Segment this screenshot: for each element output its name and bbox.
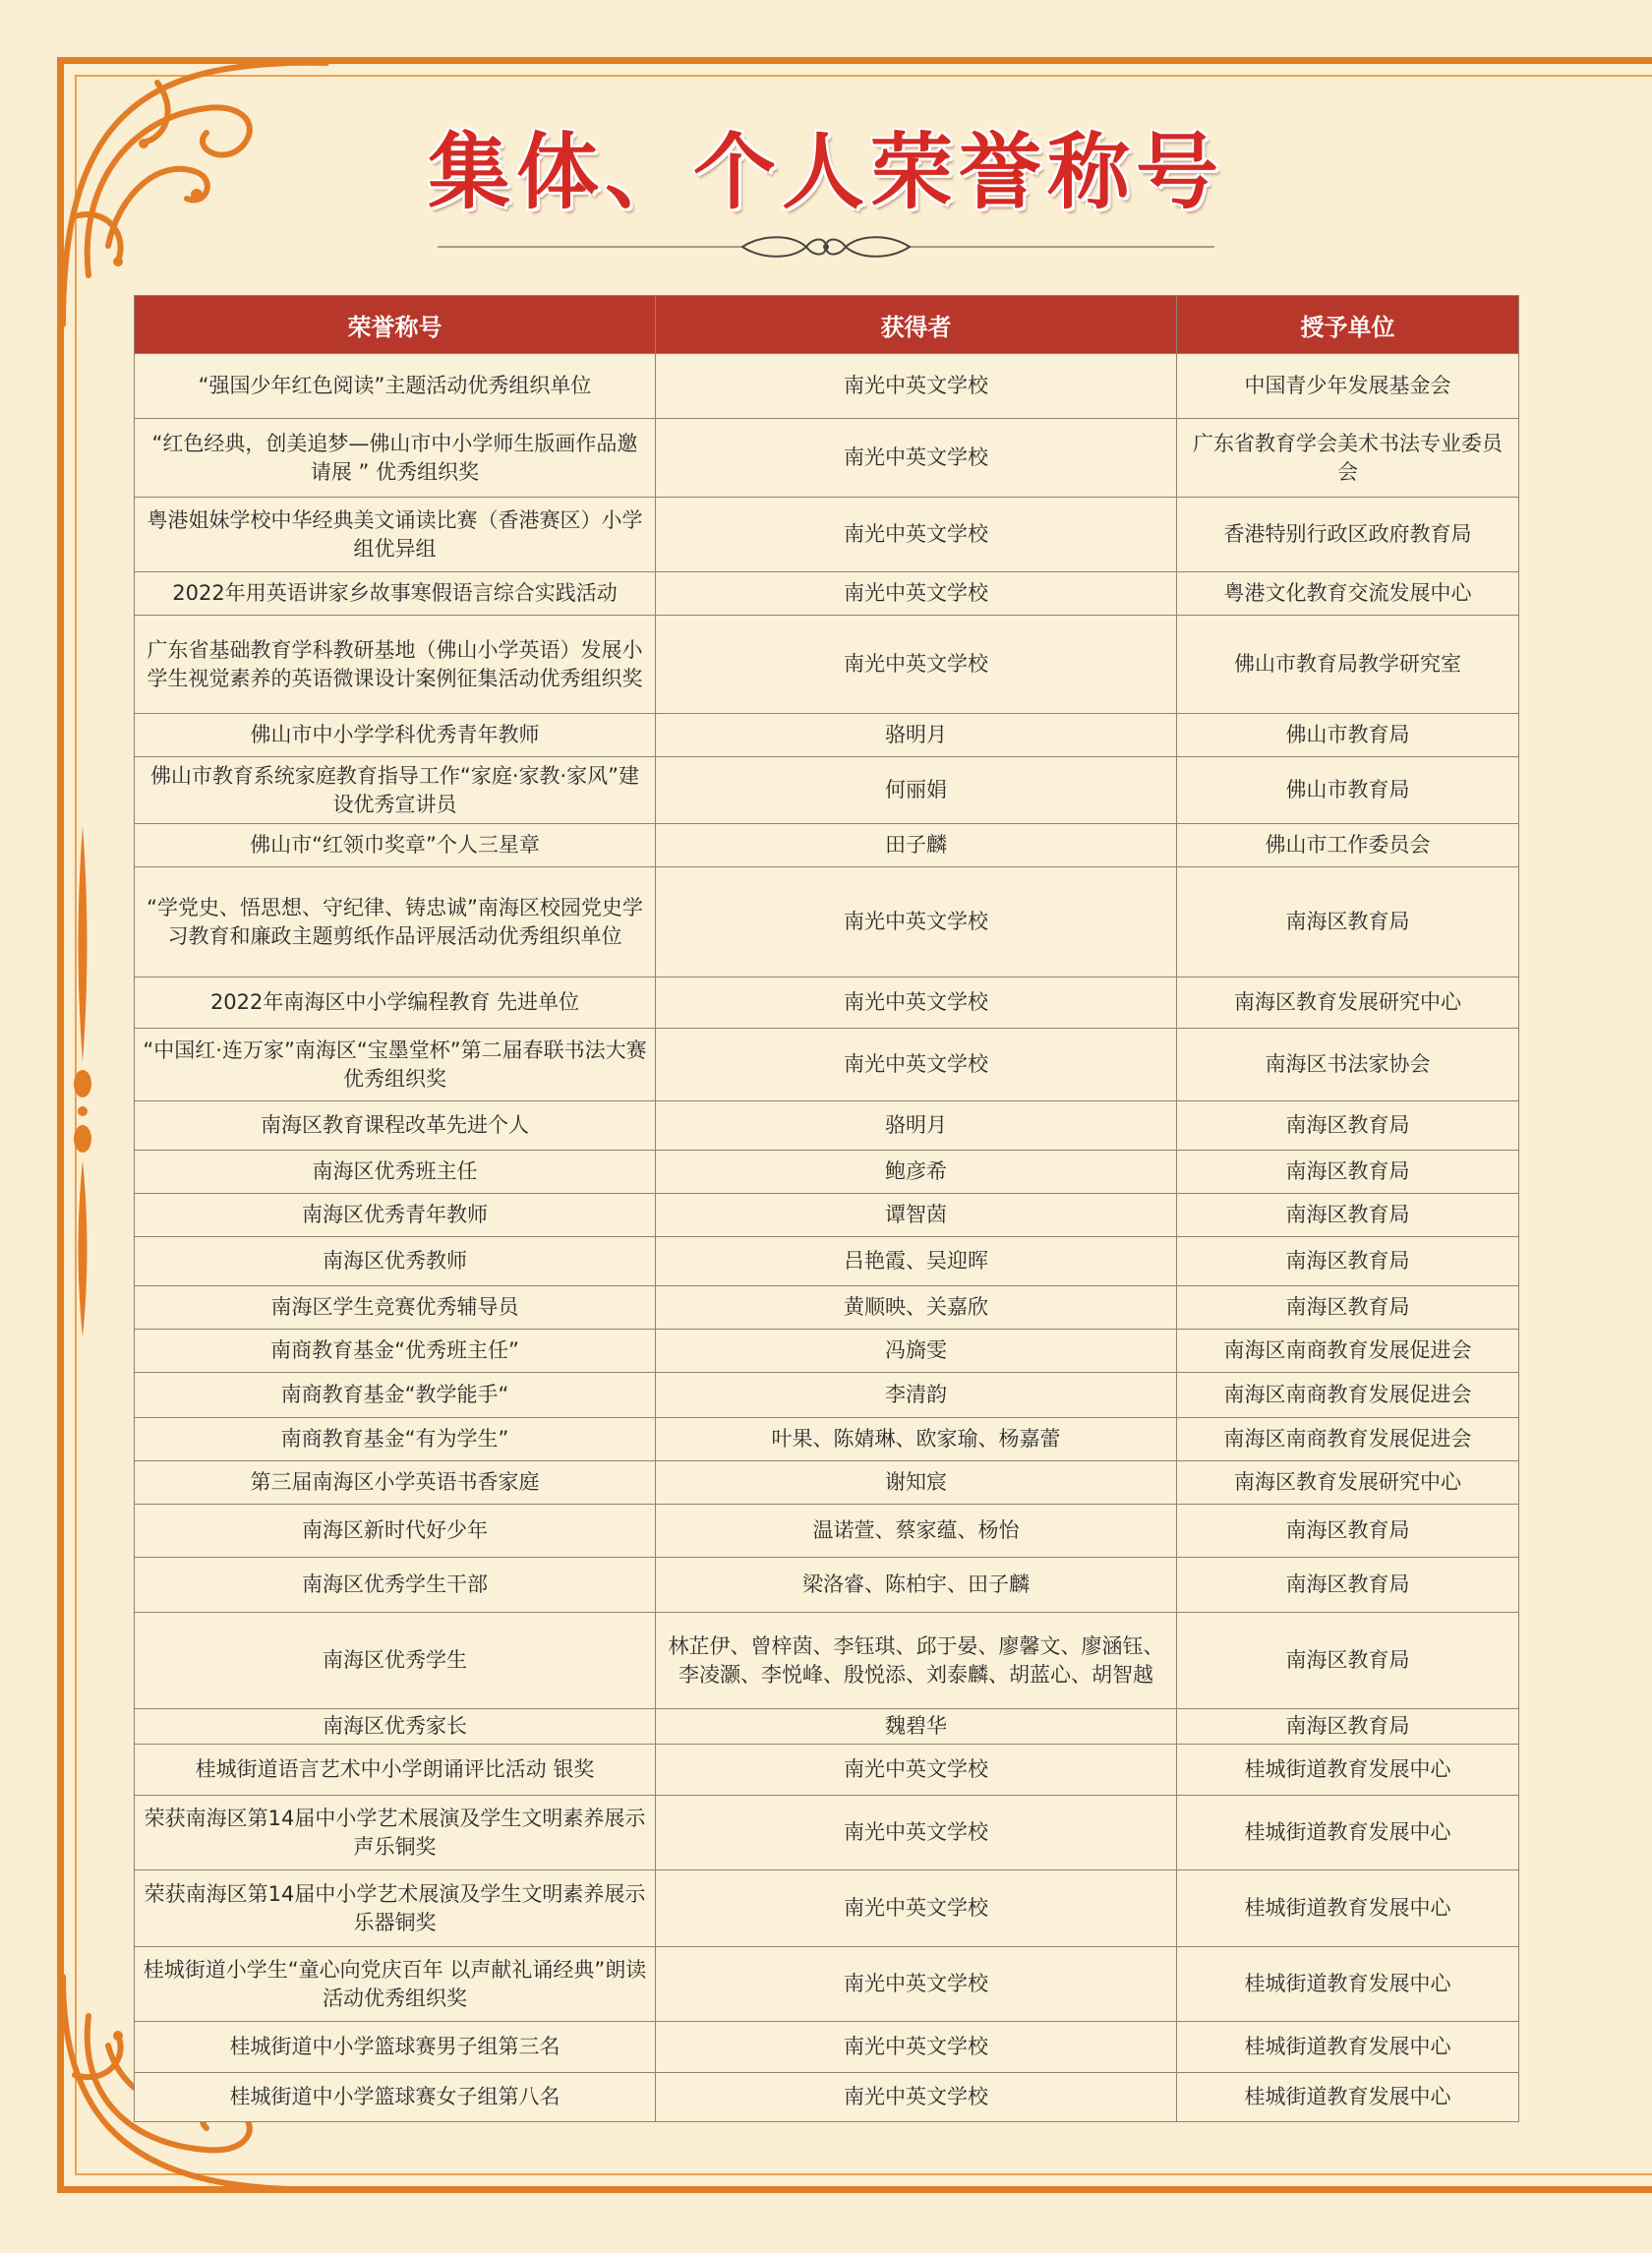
recipient-cell: 南光中英文学校 xyxy=(656,1870,1177,1947)
honor-cell: 南商教育基金“优秀班主任” xyxy=(135,1330,656,1373)
recipient-cell: 骆明月 xyxy=(656,1101,1177,1151)
table-row xyxy=(135,867,1519,978)
side-ornament-left xyxy=(63,826,102,1337)
honor-cell: 荣获南海区第14届中小学艺术展演及学生文明素养展示声乐铜奖 xyxy=(135,1796,656,1870)
recipient-cell: 谭智茵 xyxy=(656,1194,1177,1237)
recipient-cell: 南光中英文学校 xyxy=(656,1796,1177,1870)
honor-cell: 南商教育基金“教学能手“ xyxy=(135,1373,656,1418)
table-row xyxy=(135,757,1519,824)
recipient-cell: 南光中英文学校 xyxy=(656,572,1177,616)
table-row xyxy=(135,1373,1519,1418)
grantor-cell: 香港特别行政区政府教育局 xyxy=(1177,498,1519,572)
recipient-cell: 李清韵 xyxy=(656,1373,1177,1418)
table-row xyxy=(135,1194,1519,1237)
grantor-cell: 南海区教育局 xyxy=(1177,867,1519,978)
grantor-cell: 桂城街道教育发展中心 xyxy=(1177,1947,1519,2022)
grantor-cell: 南海区南商教育发展促进会 xyxy=(1177,1418,1519,1461)
grantor-cell: 南海区南商教育发展促进会 xyxy=(1177,1330,1519,1373)
recipient-cell: 谢知宸 xyxy=(656,1461,1177,1505)
table-row xyxy=(135,1330,1519,1373)
honor-cell: 广东省基础教育学科教研基地（佛山小学英语）发展小学生视觉素养的英语微课设计案例征集活动优秀组织奖 xyxy=(135,616,656,714)
grantor-cell: 桂城街道教育发展中心 xyxy=(1177,1745,1519,1796)
grantor-cell: 桂城街道教育发展中心 xyxy=(1177,1870,1519,1947)
table-row xyxy=(135,1709,1519,1745)
grantor-cell: 粤港文化教育交流发展中心 xyxy=(1177,572,1519,616)
grantor-cell: 南海区教育局 xyxy=(1177,1613,1519,1709)
column-header-recipient: 获得者 xyxy=(656,296,1177,354)
recipient-cell: 鲍彦希 xyxy=(656,1151,1177,1194)
table-row xyxy=(135,1505,1519,1558)
column-header-honor: 荣誉称号 xyxy=(135,296,656,354)
table-row xyxy=(135,1101,1519,1151)
grantor-cell: 广东省教育学会美术书法专业委员会 xyxy=(1177,419,1519,498)
table-row xyxy=(135,354,1519,419)
grantor-cell: 南海区书法家协会 xyxy=(1177,1029,1519,1101)
table-row xyxy=(135,978,1519,1029)
recipient-cell: 南光中英文学校 xyxy=(656,2073,1177,2122)
honor-cell: 粤港姐妹学校中华经典美文诵读比赛（香港赛区）小学组优异组 xyxy=(135,498,656,572)
honor-cell: 2022年南海区中小学编程教育 先进单位 xyxy=(135,978,656,1029)
recipient-cell: 田子麟 xyxy=(656,824,1177,867)
honor-cell: 佛山市教育系统家庭教育指导工作“家庭·家教·家风”建设优秀宣讲员 xyxy=(135,757,656,824)
table-row xyxy=(135,616,1519,714)
honors-table xyxy=(134,295,1519,2122)
grantor-cell: 南海区教育局 xyxy=(1177,1709,1519,1745)
table-row xyxy=(135,2073,1519,2122)
table-row xyxy=(135,419,1519,498)
recipient-cell: 南光中英文学校 xyxy=(656,354,1177,419)
recipient-cell: 叶果、陈婧琳、欧家瑜、杨嘉蕾 xyxy=(656,1418,1177,1461)
grantor-cell: 南海区教育局 xyxy=(1177,1101,1519,1151)
honor-cell: 南海区优秀家长 xyxy=(135,1709,656,1745)
table-row xyxy=(135,1029,1519,1101)
honor-cell: 佛山市“红领巾奖章”个人三星章 xyxy=(135,824,656,867)
table-row xyxy=(135,1870,1519,1947)
recipient-cell: 南光中英文学校 xyxy=(656,1745,1177,1796)
table-row xyxy=(135,1613,1519,1709)
column-header-grantor: 授予单位 xyxy=(1177,296,1519,354)
honor-cell: 南海区优秀青年教师 xyxy=(135,1194,656,1237)
grantor-cell: 中国青少年发展基金会 xyxy=(1177,354,1519,419)
recipient-cell: 南光中英文学校 xyxy=(656,978,1177,1029)
honor-cell: 2022年用英语讲家乡故事寒假语言综合实践活动 xyxy=(135,572,656,616)
table-row xyxy=(135,498,1519,572)
grantor-cell: 佛山市教育局教学研究室 xyxy=(1177,616,1519,714)
table-row xyxy=(135,714,1519,757)
honor-cell: 南商教育基金“有为学生” xyxy=(135,1418,656,1461)
honor-cell: 桂城街道语言艺术中小学朗诵评比活动 银奖 xyxy=(135,1745,656,1796)
honor-cell: 南海区教育课程改革先进个人 xyxy=(135,1101,656,1151)
recipient-cell: 骆明月 xyxy=(656,714,1177,757)
table-body xyxy=(135,354,1519,2122)
table-row xyxy=(135,1947,1519,2022)
recipient-cell: 梁洛睿、陈柏宇、田子麟 xyxy=(656,1558,1177,1613)
honor-cell: “学党史、悟思想、守纪律、铸忠诚”南海区校园党史学习教育和廉政主题剪纸作品评展活动优秀组织单位 xyxy=(135,867,656,978)
grantor-cell: 佛山市教育局 xyxy=(1177,757,1519,824)
grantor-cell: 桂城街道教育发展中心 xyxy=(1177,1796,1519,1870)
recipient-cell: 南光中英文学校 xyxy=(656,1029,1177,1101)
grantor-cell: 南海区教育局 xyxy=(1177,1558,1519,1613)
honor-cell: 桂城街道小学生“童心向党庆百年 以声献礼诵经典”朗读活动优秀组织奖 xyxy=(135,1947,656,2022)
recipient-cell: 魏碧华 xyxy=(656,1709,1177,1745)
grantor-cell: 南海区教育发展研究中心 xyxy=(1177,978,1519,1029)
table-row xyxy=(135,572,1519,616)
honor-cell: 南海区优秀学生 xyxy=(135,1613,656,1709)
honor-cell: 南海区优秀学生干部 xyxy=(135,1558,656,1613)
recipient-cell: 吕艳霞、吴迎晖 xyxy=(656,1237,1177,1286)
honor-cell: 南海区新时代好少年 xyxy=(135,1505,656,1558)
table-row xyxy=(135,824,1519,867)
recipient-cell: 南光中英文学校 xyxy=(656,419,1177,498)
honor-cell: “中国红·连万家”南海区“宝墨堂杯”第二届春联书法大赛 优秀组织奖 xyxy=(135,1029,656,1101)
honor-cell: 桂城街道中小学篮球赛女子组第八名 xyxy=(135,2073,656,2122)
honor-cell: 南海区优秀班主任 xyxy=(135,1151,656,1194)
recipient-cell: 温诺萱、蔡家蕴、杨怡 xyxy=(656,1505,1177,1558)
title-divider-ornament xyxy=(438,232,1214,262)
recipient-cell: 冯旖雯 xyxy=(656,1330,1177,1373)
recipient-cell: 南光中英文学校 xyxy=(656,2022,1177,2073)
grantor-cell: 南海区南商教育发展促进会 xyxy=(1177,1373,1519,1418)
table-row xyxy=(135,1558,1519,1613)
table-header-row xyxy=(135,296,1519,354)
table-row xyxy=(135,1796,1519,1870)
honor-cell: 南海区优秀教师 xyxy=(135,1237,656,1286)
grantor-cell: 南海区教育局 xyxy=(1177,1194,1519,1237)
grantor-cell: 南海区教育局 xyxy=(1177,1505,1519,1558)
honor-cell: “强国少年红色阅读”主题活动优秀组织单位 xyxy=(135,354,656,419)
recipient-cell: 黄顺映、关嘉欣 xyxy=(656,1286,1177,1330)
page-title: 集体、个人荣誉称号 xyxy=(427,124,1224,220)
honor-cell: 桂城街道中小学篮球赛男子组第三名 xyxy=(135,2022,656,2073)
honor-cell: 佛山市中小学学科优秀青年教师 xyxy=(135,714,656,757)
table-row xyxy=(135,1286,1519,1330)
grantor-cell: 南海区教育发展研究中心 xyxy=(1177,1461,1519,1505)
table-row xyxy=(135,1461,1519,1505)
recipient-cell: 南光中英文学校 xyxy=(656,498,1177,572)
table-row xyxy=(135,1237,1519,1286)
recipient-cell: 南光中英文学校 xyxy=(656,867,1177,978)
recipient-cell: 南光中英文学校 xyxy=(656,616,1177,714)
grantor-cell: 南海区教育局 xyxy=(1177,1286,1519,1330)
recipient-cell: 何丽娟 xyxy=(656,757,1177,824)
table-row xyxy=(135,2022,1519,2073)
grantor-cell: 桂城街道教育发展中心 xyxy=(1177,2073,1519,2122)
table-row xyxy=(135,1418,1519,1461)
grantor-cell: 佛山市教育局 xyxy=(1177,714,1519,757)
grantor-cell: 南海区教育局 xyxy=(1177,1151,1519,1194)
honor-cell: 第三届南海区小学英语书香家庭 xyxy=(135,1461,656,1505)
recipient-cell: 林芷伊、曾梓茵、李钰琪、邱于晏、廖馨文、廖涵钰、李凌灏、李悦峰、殷悦添、刘泰麟、胡蓝心、胡智越 xyxy=(656,1613,1177,1709)
honor-cell: 南海区学生竞赛优秀辅导员 xyxy=(135,1286,656,1330)
grantor-cell: 南海区教育局 xyxy=(1177,1237,1519,1286)
grantor-cell: 桂城街道教育发展中心 xyxy=(1177,2022,1519,2073)
honor-cell: “红色经典，创美追梦—佛山市中小学师生版画作品邀请展 ” 优秀组织奖 xyxy=(135,419,656,498)
recipient-cell: 南光中英文学校 xyxy=(656,1947,1177,2022)
grantor-cell: 佛山市工作委员会 xyxy=(1177,824,1519,867)
honor-cell: 荣获南海区第14届中小学艺术展演及学生文明素养展示乐器铜奖 xyxy=(135,1870,656,1947)
table-row xyxy=(135,1151,1519,1194)
table-row xyxy=(135,1745,1519,1796)
